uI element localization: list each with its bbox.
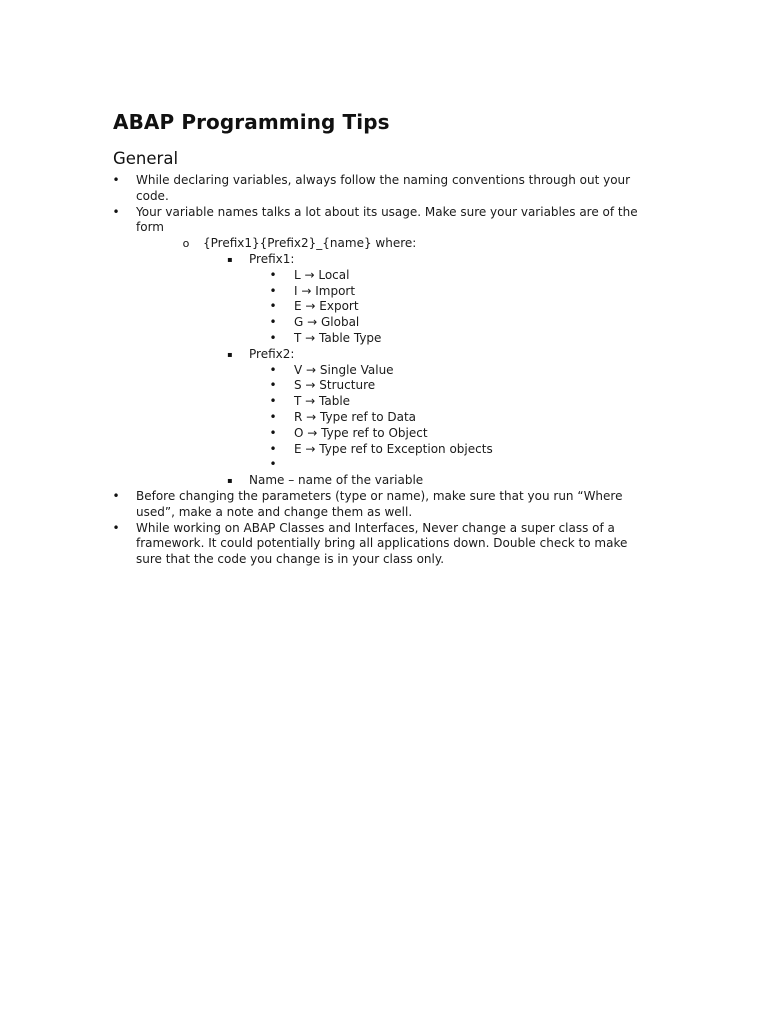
list-item xyxy=(0,489,768,521)
list-item xyxy=(0,252,768,268)
list-item xyxy=(0,521,768,568)
prefix-entry: L → Local xyxy=(294,267,350,282)
prefix-entry: S → Structure xyxy=(294,378,376,393)
prefix-entry: O → Type ref to Object xyxy=(294,425,428,440)
list-item-text: While declaring variables, always follow the naming conventions through out your code. xyxy=(136,173,631,203)
bullet-marker: • xyxy=(269,315,277,330)
bullet-marker: • xyxy=(112,488,120,503)
square-marker: ▪ xyxy=(227,254,233,264)
bullet-marker: • xyxy=(112,173,120,187)
prefix-entry: R → Type ref to Data xyxy=(294,409,417,424)
list-item xyxy=(0,347,768,363)
square-marker: ▪ xyxy=(227,349,233,359)
prefix-entry: I → Import xyxy=(294,283,356,298)
list-item xyxy=(0,457,768,473)
list-item xyxy=(0,299,768,315)
list-item xyxy=(0,268,768,284)
list-item xyxy=(0,205,768,237)
list-item xyxy=(0,426,768,442)
bullet-marker: • xyxy=(269,425,277,440)
bullet-marker: • xyxy=(269,378,277,393)
name-entry: Name – name of the variable xyxy=(249,473,424,488)
bullet-marker: • xyxy=(269,267,277,282)
bullet-marker: • xyxy=(269,457,277,472)
bullet-marker: • xyxy=(269,441,277,456)
prefix-entry: V → Single Value xyxy=(294,362,394,377)
bullet-marker: • xyxy=(269,330,277,345)
bullet-marker: • xyxy=(269,299,277,314)
prefix-entry: G → Global xyxy=(294,315,360,330)
prefix-entry: T → Table xyxy=(294,394,351,409)
list-item-text: {Prefix1}{Prefix2}_{name} where: xyxy=(203,236,417,251)
prefix2-label: Prefix2: xyxy=(249,346,295,361)
bullet-marker: • xyxy=(269,283,277,298)
prefix-entry: E → Export xyxy=(294,299,359,314)
list-item xyxy=(0,473,768,489)
bullet-marker: • xyxy=(112,204,120,219)
list-item xyxy=(0,236,768,252)
list-item xyxy=(0,410,768,426)
list-item xyxy=(0,442,768,458)
bullet-marker: • xyxy=(269,362,277,377)
prefix-entry: E → Type ref to Exception objects xyxy=(294,441,493,456)
circle-marker: o xyxy=(182,237,190,251)
list-item xyxy=(0,378,768,394)
bullet-marker: • xyxy=(269,394,277,409)
list-item xyxy=(0,173,768,205)
bullet-marker: • xyxy=(269,409,277,424)
bullet-marker: • xyxy=(112,520,120,535)
document-title: ABAP Programming Tips xyxy=(113,110,390,134)
list-item xyxy=(0,363,768,379)
list-item-text: Before changing the parameters (type or name), make sure that you run “Where used”, make a note and change them as well. xyxy=(136,488,623,519)
prefix1-label: Prefix1: xyxy=(249,251,295,266)
section-heading: General xyxy=(113,149,179,168)
list-item-text: Your variable names talks a lot about its usage. Make sure your variables are of the form xyxy=(136,204,638,235)
list-item xyxy=(0,284,768,300)
prefix-entry: T → Table Type xyxy=(294,330,382,345)
list-item xyxy=(0,331,768,347)
list-item-text: While working on ABAP Classes and Interfaces, Never change a super class of a framework. It could potentially bring all applications down. Double check to make sure that the code you change is in your class only. xyxy=(136,520,628,567)
tips-list xyxy=(0,173,768,568)
list-item xyxy=(0,394,768,410)
list-item xyxy=(0,315,768,331)
square-marker: ▪ xyxy=(227,476,233,486)
